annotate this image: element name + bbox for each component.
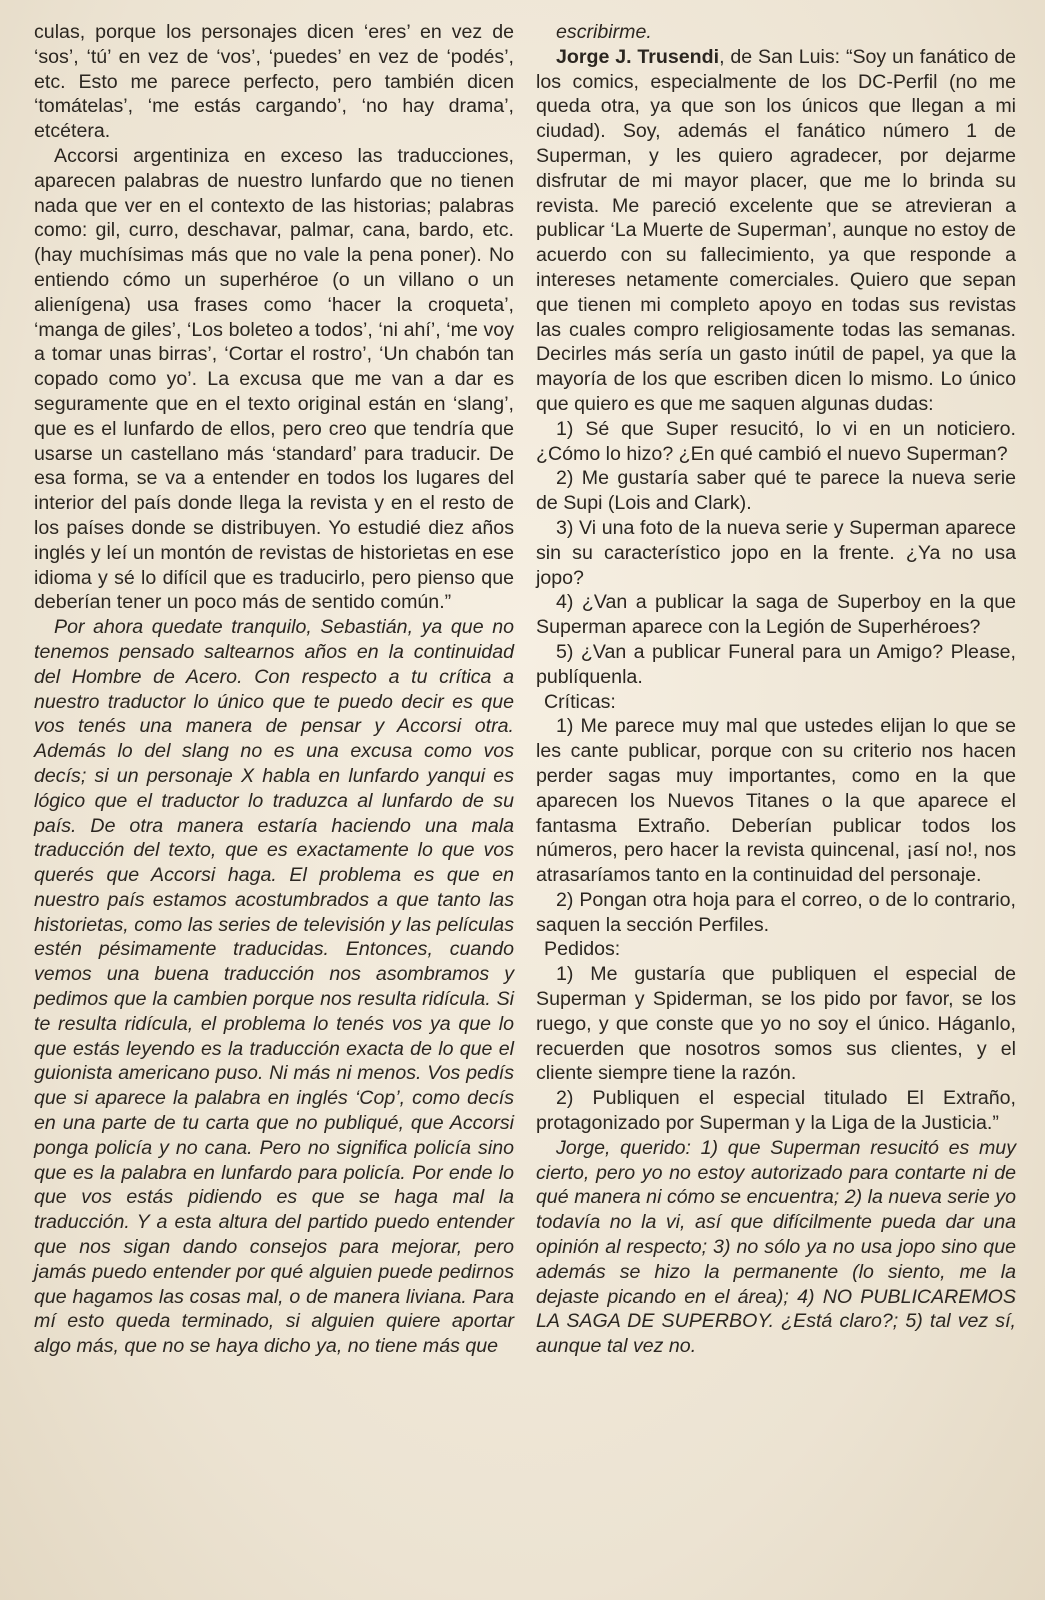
editor-reply: Jorge, querido: 1) que Superman resucitó es muy cierto, pero yo no estoy autorizado para contarte ni de qué manera ni cómo se encuentra; 2) la nueva serie yo todavía no la vi, así que difícilmente pueda dar una opinión al respecto; 3) no sólo ya no usa jopo sino que además se hizo la permanente (lo siento, me la dejaste picando en el área); 4) NO PUBLICAREMOS LA SAGA DE SUPERBOY. ¿Está claro?; 5) tal vez sí, aunque tal vez no. — [536, 1136, 1016, 1358]
letter-intro-text: , de San Luis: “Soy un fanático de los comics, especialmente de los DC-Perfil (no me queda otra, ya que son los únicos que llegan a mi ciudad). Soy, además el fanático número 1 de Superman, y les quiero agradecer, por dejarme disfrutar de mi mayor placer, que me lo brinda su revista. Me pareció excelente que se atrevieran a publicar ‘La Muerte de Superman’, aunque no estoy de acuerdo con su fallecimiento, ya que responde a intereses netamente comerciales. Quiero que sepan que tienen mi completo apoyo en todas sus revistas las cuales compro religiosamente todas las semanas. Decirles más sería un gasto inútil de papel, ya que la mayoría de los que escriben dicen lo mismo. Lo único que quiero es que me saquen algunas dudas: — [536, 45, 1016, 415]
critiques-label: Críticas: — [544, 690, 616, 713]
question-item: 5) ¿Van a publicar Funeral para un Amigo? Please, publíquenla. — [536, 640, 1016, 688]
question-item: 3) Vi una foto de la nueva serie y Superman aparece sin su característico jopo en la frente. ¿Ya no usa jopo? — [536, 516, 1016, 589]
requests-label: Pedidos: — [544, 938, 621, 961]
request-item: 2) Publiquen el especial titulado El Extraño, protagonizado por Superman y la Liga de la Justicia.” — [536, 1087, 1016, 1135]
critique-item: 1) Me parece muy mal que ustedes elijan lo que se les cante publicar, porque con su criterio nos hacen perder sagas muy importantes, como en la que aparecen los Nuevos Titanes o la que aparece el fantasma Extraño. Deberían publicar todos los números, pero hacer la revista quincenal, ¡así no!, nos atrasaríamos tanto en la continuidad del personaje. — [536, 715, 1016, 887]
editor-reply-end: escribirme. — [556, 21, 652, 43]
right-column — [536, 20, 1016, 1359]
question-item: 1) Sé que Super resucitó, lo vi en un noticiero. ¿Cómo lo hizo? ¿En qué cambió el nuevo Superman? — [536, 417, 1016, 465]
left-column — [34, 20, 514, 1359]
letter-intro — [536, 45, 1016, 417]
question-item: 2) Me gustaría saber qué te parece la nueva serie de Supi (Lois and Clark). — [536, 467, 1016, 515]
question-item: 4) ¿Van a publicar la saga de Superboy en la que Superman aparece con la Legión de Superhéroes? — [536, 591, 1016, 639]
letter-paragraph: culas, porque los personajes dicen ‘eres’ en vez de ‘sos’, ‘tú’ en vez de ‘vos’, ‘puedes’ en vez de ‘podés’, etc. Esto me parece perfecto, pero también dicen ‘tomátelas’, ‘me estás cargando’, ‘no hay drama’, etcétera. — [34, 21, 514, 143]
request-item: 1) Me gustaría que publiquen el especial de Superman y Spiderman, se los pido por favor, se los ruego, y que conste que yo no soy el único. Háganlo, recuerden que nosotros somos sus clientes, y el cliente siempre tiene la razón. — [536, 963, 1016, 1085]
critique-item: 2) Pongan otra hoja para el correo, o de lo contrario, saquen la sección Perfiles. — [536, 888, 1016, 936]
letter-author: Jorge J. Trusendi — [556, 45, 720, 68]
letter-paragraph: Accorsi argentiniza en exceso las traducciones, aparecen palabras de nuestro lunfardo que no tienen nada que ver en el contexto de las historias; palabras como: gil, curro, deschavar, palmar, cana, bardo, etc. (hay muchísimas más que no vale la pena poner). No entiendo cómo un superhéroe (o un villano o un alienígena) usa frases como ‘hacer la croqueta’, ‘manga de giles’, ‘Los boleteo a todos’, ‘ni ahí’, ‘me voy a tomar unas birras’, ‘Cortar el rostro’, ‘Un chabón tan copado como yo’. La excusa que me van a dar es seguramente que en el texto original están en ‘slang’, que es el lunfardo de ellos, pero creo que tendría que usarse un castellano más ‘standard’ para traducir. De esa forma, se va a entender en todos los lugares del interior del país donde llega la revista y en el resto de los países donde se distribuyen. Yo estudié diez años inglés y leí un montón de revistas de historietas en ese idioma y sé lo difícil que es traducirlo, pero pienso que deberían tener un poco más de sentido común.” — [34, 144, 514, 614]
editor-reply: Por ahora quedate tranquilo, Sebastián, ya que no tenemos pensado saltearnos años en la continuidad del Hombre de Acero. Con respecto a tu crítica a nuestro traductor lo único que te puedo decir es que vos tenés una manera de pensar y Accorsi otra. Además lo del slang no es una excusa como vos decís; si un personaje X habla en lunfardo yanqui es lógico que el traductor lo traduzca al lunfardo de su país. De otra manera estaría haciendo una mala traducción del texto, que es exactamente lo que vos querés que Accorsi haga. El problema es que en nuestro país estamos acostumbrados a que tanto las historietas, como las series de televisión y las películas estén pésimamente traducidas. Entonces, cuando vemos una buena traducción nos asombramos y pedimos que la cambien porque nos resulta ridícula. Si te resulta ridícula, el problema lo tenés vos ya que lo que estás leyendo es la traducción exacta de lo que el guionista americano puso. Ni más ni menos. Vos pedís que si aparece la palabra en inglés ‘Cop’, como decís en una parte de tu carta que no publiqué, que Accorsi ponga policía y no cana. Pero no significa policía sino que es la palabra en lunfardo para policía. Por ende lo que vos estás pidiendo es que se haga mal la traducción. Y a esta altura del partido puedo entender que nos sigan dando consejos para mejorar, pero jamás puedo entender por qué alguien puede pedirnos que hagamos las cosas mal, o de manera liviana. Para mí esto queda terminado, si alguien quiere aportar algo más, que no se haya dicho ya, no tiene más que — [34, 616, 514, 1358]
